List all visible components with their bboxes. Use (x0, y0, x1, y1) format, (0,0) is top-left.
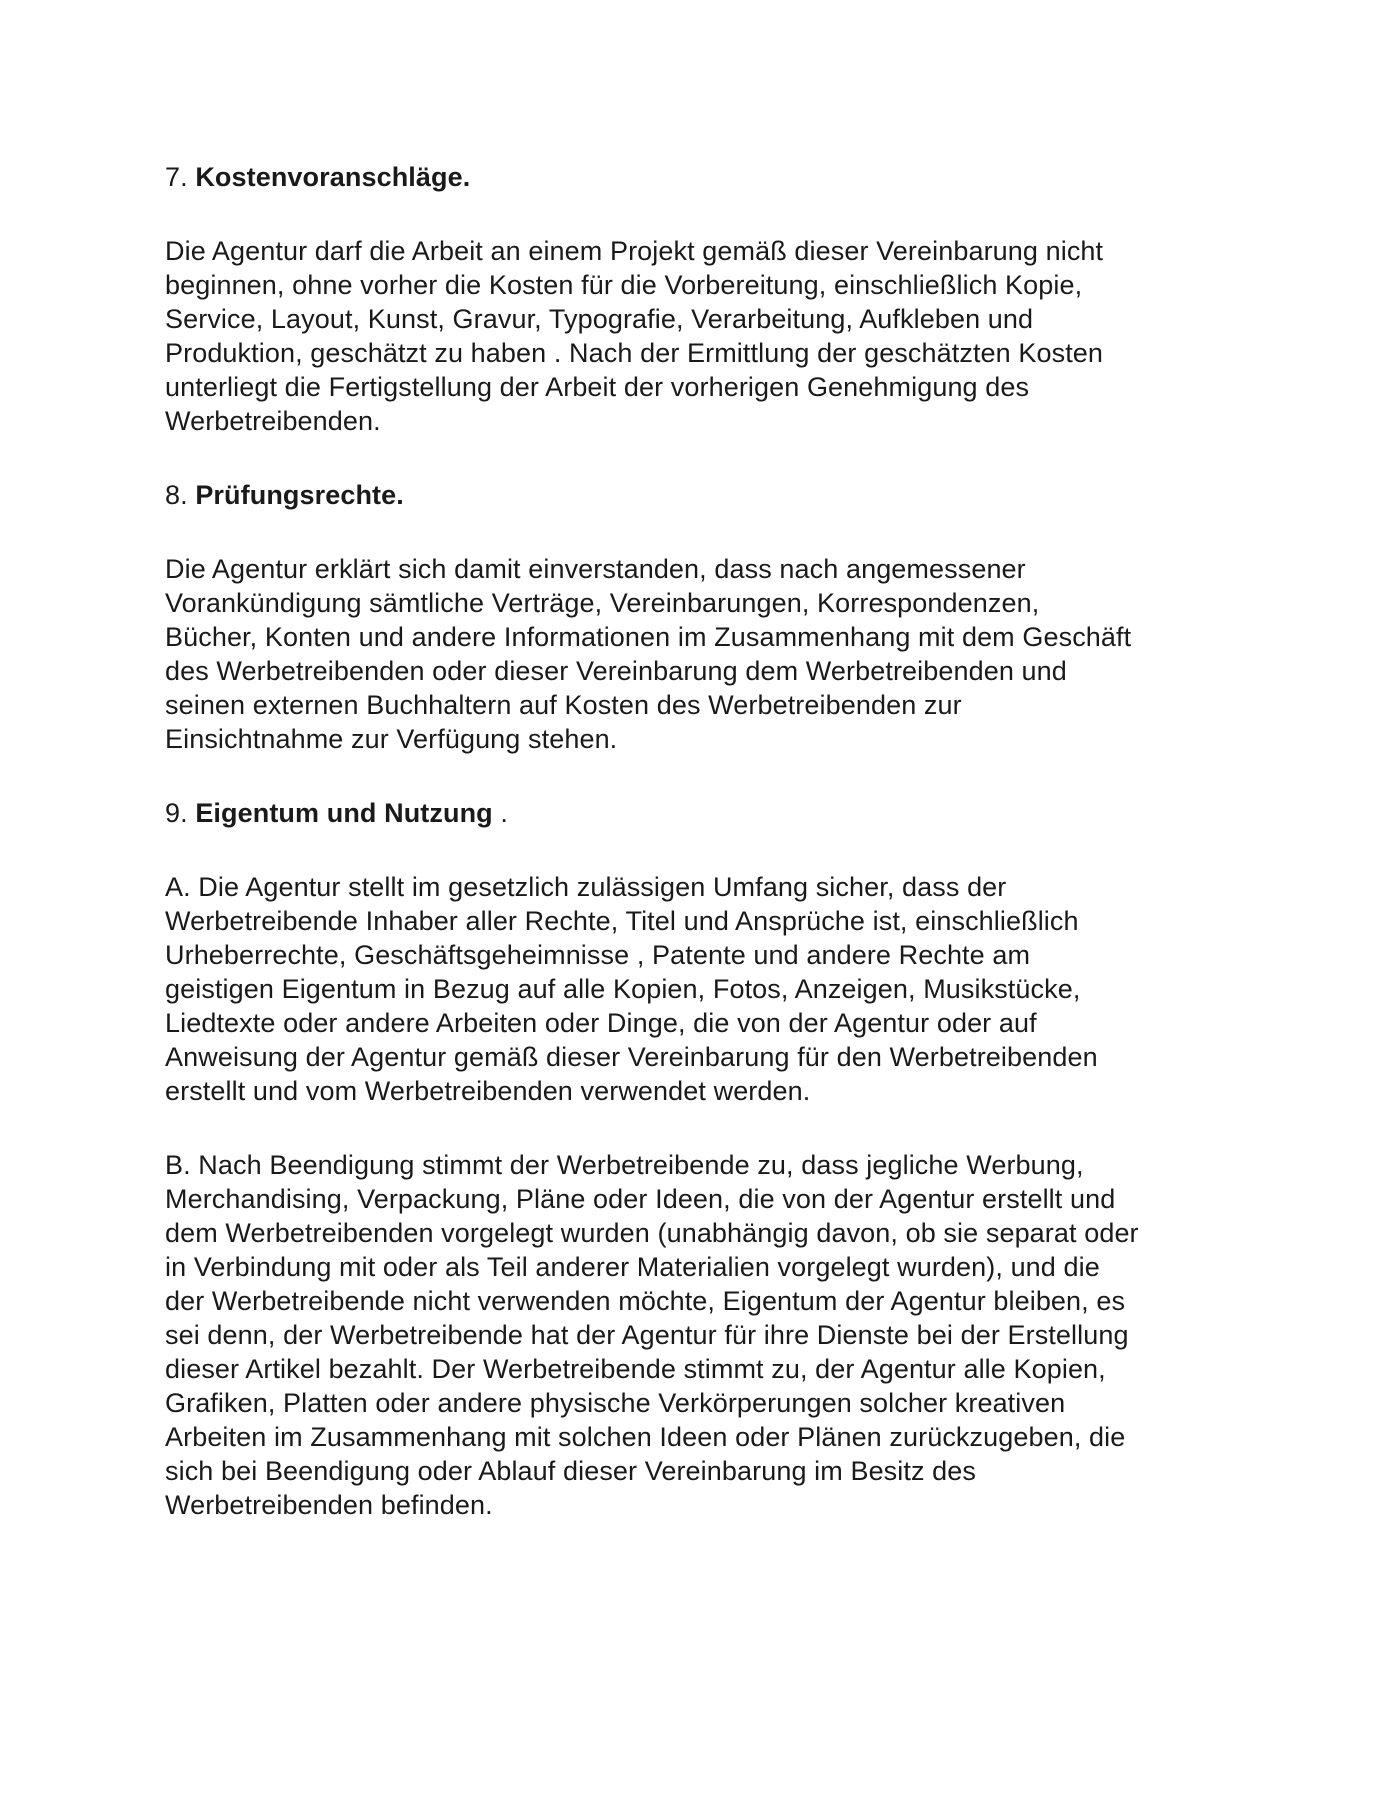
text-line: dem Werbetreibenden vorgelegt wurden (unabhängig davon, ob sie separat oder (165, 1218, 1139, 1248)
section-9-paragraph-b (165, 1148, 1245, 1522)
section-8-paragraph-1 (165, 552, 1245, 756)
section-7-paragraph-1 (165, 234, 1245, 438)
text-line: geistigen Eigentum in Bezug auf alle Kopien, Fotos, Anzeigen, Musikstücke, (165, 974, 1081, 1004)
text-line: Die Agentur darf die Arbeit an einem Projekt gemäß dieser Vereinbarung nicht (165, 236, 1104, 266)
section-7-heading (165, 160, 1245, 194)
text-line: sei denn, der Werbetreibende hat der Agentur für ihre Dienste bei der Erstellung (165, 1320, 1129, 1350)
section-9-title-suffix: . (492, 798, 508, 828)
text-line: dieser Artikel bezahlt. Der Werbetreibende stimmt zu, der Agentur alle Kopien, (165, 1354, 1106, 1384)
text-line: Vorankündigung sämtliche Verträge, Vereinbarungen, Korrespondenzen, (165, 588, 1040, 618)
text-line: beginnen, ohne vorher die Kosten für die Vorbereitung, einschließlich Kopie, (165, 270, 1083, 300)
section-8-title: Prüfungsrechte. (195, 480, 404, 510)
text-line: Service, Layout, Kunst, Gravur, Typografie, Verarbeitung, Aufkleben und (165, 304, 1034, 334)
text-line: erstellt und vom Werbetreibenden verwendet werden. (165, 1076, 811, 1106)
text-line: in Verbindung mit oder als Teil anderer Materialien vorgelegt wurden), und die (165, 1252, 1100, 1282)
section-9-title: Eigentum und Nutzung (195, 798, 493, 828)
text-line: seinen externen Buchhaltern auf Kosten des Werbetreibenden zur (165, 690, 962, 720)
section-9-number: 9. (165, 798, 188, 828)
text-line: Bücher, Konten und andere Informationen im Zusammenhang mit dem Geschäft (165, 622, 1132, 652)
document-body (165, 160, 1245, 1562)
text-line: des Werbetreibenden oder dieser Vereinbarung dem Werbetreibenden und (165, 656, 1067, 686)
text-line: Arbeiten im Zusammenhang mit solchen Ideen oder Plänen zurückzugeben, die (165, 1422, 1126, 1452)
text-line: B. Nach Beendigung stimmt der Werbetreibende zu, dass jegliche Werbung, (165, 1150, 1084, 1180)
text-line: Einsichtnahme zur Verfügung stehen. (165, 724, 618, 754)
text-line: der Werbetreibende nicht verwenden möchte, Eigentum der Agentur bleiben, es (165, 1286, 1126, 1316)
text-line: Urheberrechte, Geschäftsgeheimnisse , Patente und andere Rechte am (165, 940, 1031, 970)
text-line: Werbetreibende Inhaber aller Rechte, Titel und Ansprüche ist, einschließlich (165, 906, 1079, 936)
section-8-number: 8. (165, 480, 188, 510)
text-line: Produktion, geschätzt zu haben . Nach der Ermittlung der geschätzten Kosten (165, 338, 1104, 368)
text-line: A. Die Agentur stellt im gesetzlich zulässigen Umfang sicher, dass der (165, 872, 1007, 902)
text-line: Liedtexte oder andere Arbeiten oder Dinge, die von der Agentur oder auf (165, 1008, 1037, 1038)
text-line: Die Agentur erklärt sich damit einverstanden, dass nach angemessener (165, 554, 1026, 584)
section-9-heading (165, 796, 1245, 830)
text-line: Grafiken, Platten oder andere physische Verkörperungen solcher kreativen (165, 1388, 1066, 1418)
section-9-paragraph-a (165, 870, 1245, 1108)
section-8-heading (165, 478, 1245, 512)
section-7-title: Kostenvoranschläge. (195, 162, 471, 192)
text-line: Werbetreibenden befinden. (165, 1490, 493, 1520)
text-line: Werbetreibenden. (165, 406, 381, 436)
text-line: sich bei Beendigung oder Ablauf dieser Vereinbarung im Besitz des (165, 1456, 977, 1486)
text-line: Anweisung der Agentur gemäß dieser Vereinbarung für den Werbetreibenden (165, 1042, 1098, 1072)
section-7-number: 7. (165, 162, 188, 192)
text-line: unterliegt die Fertigstellung der Arbeit der vorherigen Genehmigung des (165, 372, 1030, 402)
text-line: Merchandising, Verpackung, Pläne oder Ideen, die von der Agentur erstellt und (165, 1184, 1116, 1214)
